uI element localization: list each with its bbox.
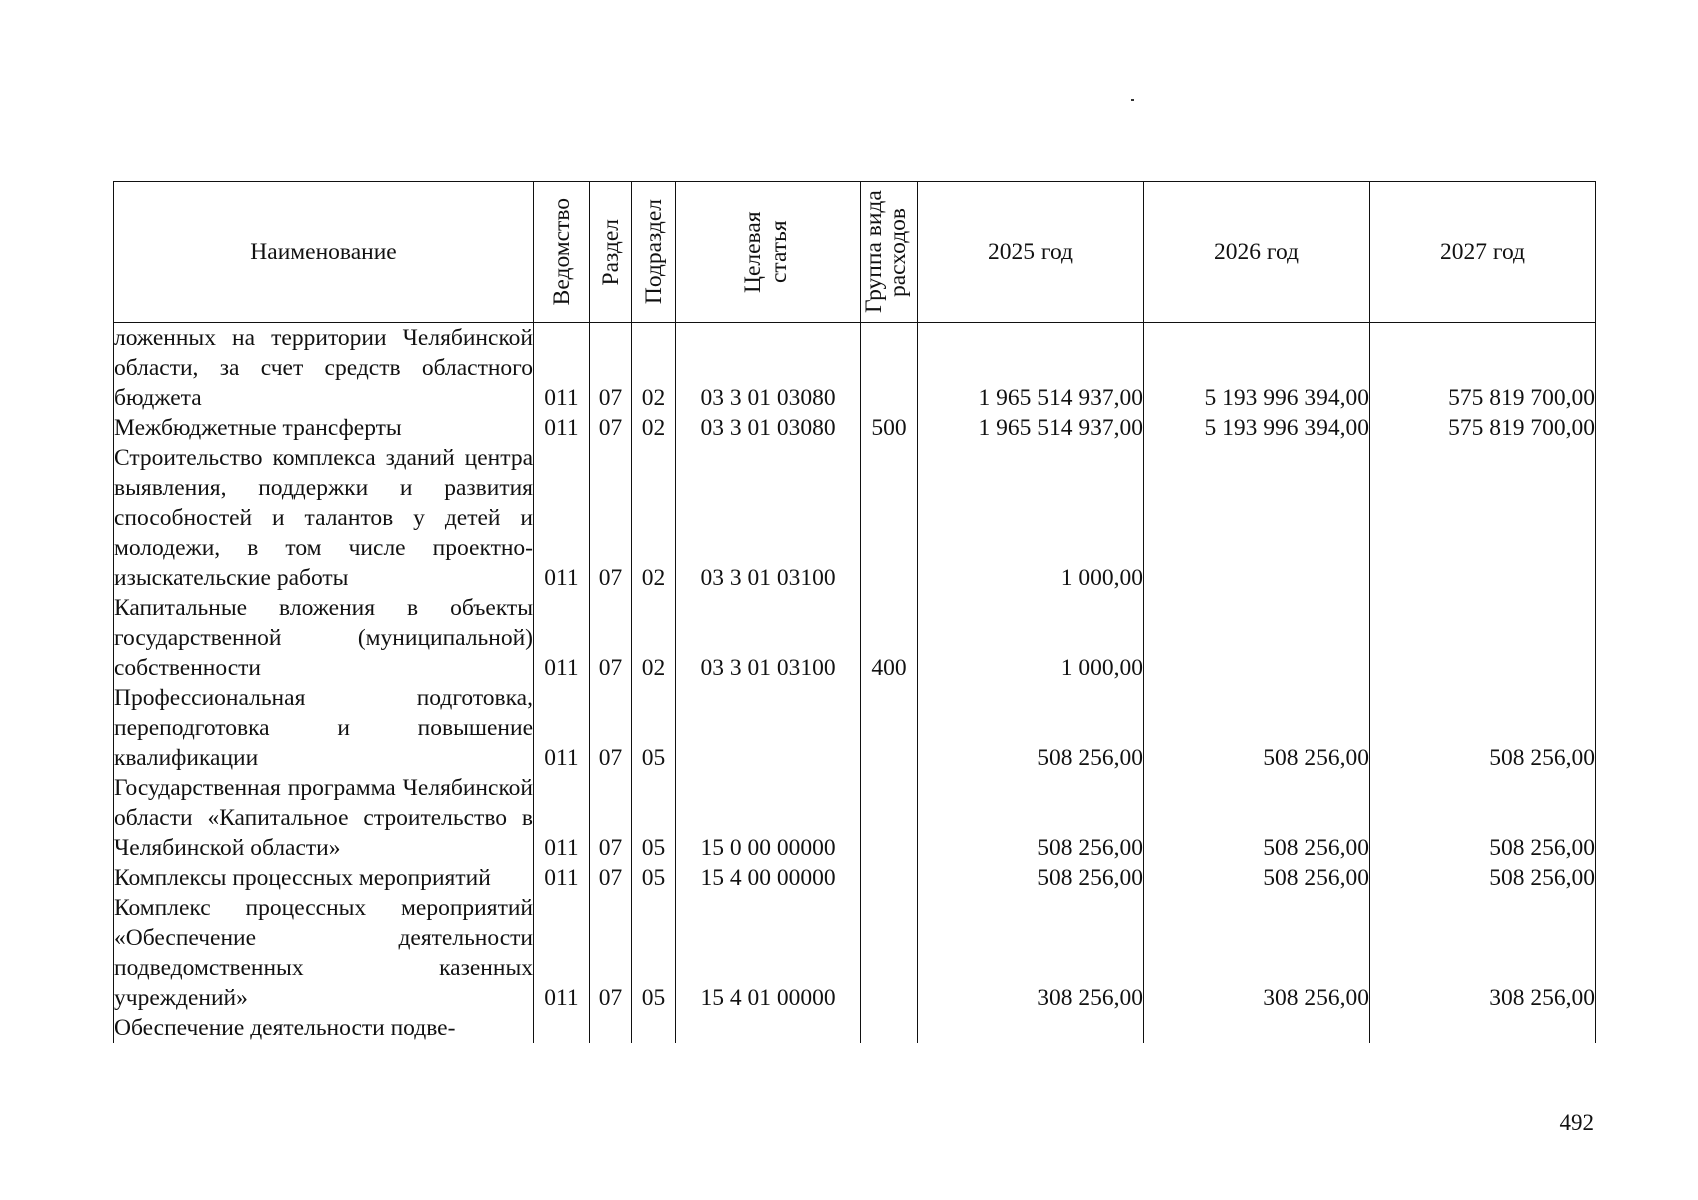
row-podrazdel: 05 — [632, 773, 676, 863]
row-name: Межбюджетные трансферты — [114, 413, 534, 443]
row-ved: 011 — [534, 893, 590, 1013]
budget-table — [113, 181, 1596, 1043]
header-group — [861, 182, 918, 323]
row-ved — [534, 1013, 590, 1043]
row-2027: 508 256,00 — [1370, 863, 1596, 893]
stray-mark — [1131, 99, 1134, 101]
row-target — [676, 683, 861, 773]
row-2027: 508 256,00 — [1370, 683, 1596, 773]
row-group — [861, 323, 918, 414]
row-group — [861, 773, 918, 863]
row-2026 — [1144, 443, 1370, 593]
table-row — [114, 863, 1596, 893]
table-row — [114, 323, 1596, 414]
page-number: 492 — [1559, 1110, 1594, 1135]
header-razdel-label: Раздел — [597, 218, 624, 286]
row-ved: 011 — [534, 683, 590, 773]
row-2025: 508 256,00 — [918, 773, 1144, 863]
row-2027: 508 256,00 — [1370, 773, 1596, 863]
row-2026: 508 256,00 — [1144, 863, 1370, 893]
row-2026: 5 193 996 394,00 — [1144, 323, 1370, 414]
row-target: 15 4 00 00000 — [676, 863, 861, 893]
table-row — [114, 683, 1596, 773]
row-razdel — [590, 1013, 632, 1043]
row-2026: 308 256,00 — [1144, 893, 1370, 1013]
row-name: Государственная программа Челябинской области «Капитальное строительство в Челябинской области» — [114, 775, 533, 861]
row-podrazdel: 02 — [632, 593, 676, 683]
row-2026 — [1144, 1013, 1370, 1043]
header-2026: 2026 год — [1144, 182, 1370, 323]
row-podrazdel: 05 — [632, 863, 676, 893]
row-2026: 5 193 996 394,00 — [1144, 413, 1370, 443]
row-razdel: 07 — [590, 863, 632, 893]
row-razdel: 07 — [590, 683, 632, 773]
row-ved: 011 — [534, 443, 590, 593]
row-2027 — [1370, 593, 1596, 683]
row-razdel: 07 — [590, 593, 632, 683]
header-vedomstvo — [534, 182, 590, 323]
row-name: Профессиональная подготовка, переподготовка и повышение квалификации — [114, 685, 533, 771]
row-razdel: 07 — [590, 443, 632, 593]
row-podrazdel: 05 — [632, 893, 676, 1013]
row-target: 03 3 01 03100 — [676, 593, 861, 683]
table-row — [114, 1013, 1596, 1043]
row-podrazdel: 05 — [632, 683, 676, 773]
header-vedomstvo-label: Ведомство — [548, 198, 575, 306]
row-podrazdel: 02 — [632, 323, 676, 414]
table-header — [114, 182, 1596, 323]
row-2026 — [1144, 593, 1370, 683]
row-podrazdel: 02 — [632, 413, 676, 443]
row-razdel: 07 — [590, 893, 632, 1013]
header-target-label: Целевая статья — [740, 211, 792, 293]
header-2027: 2027 год — [1370, 182, 1596, 323]
row-name: Капитальные вложения в объекты государственной (муниципальной) собственности — [114, 595, 533, 681]
table-row — [114, 413, 1596, 443]
row-podrazdel — [632, 1013, 676, 1043]
header-group-label: Группа вида расходов — [861, 190, 911, 314]
row-group: 400 — [861, 593, 918, 683]
row-2027: 575 819 700,00 — [1370, 323, 1596, 414]
row-name: Комплексы процессных мероприятий — [114, 863, 534, 893]
row-2026: 508 256,00 — [1144, 773, 1370, 863]
header-razdel — [590, 182, 632, 323]
row-group — [861, 863, 918, 893]
table-body — [114, 323, 1596, 1044]
row-ved: 011 — [534, 593, 590, 683]
row-2027: 575 819 700,00 — [1370, 413, 1596, 443]
row-target — [676, 1013, 861, 1043]
row-group — [861, 443, 918, 593]
row-ved: 011 — [534, 863, 590, 893]
row-2027: 308 256,00 — [1370, 893, 1596, 1013]
row-2025: 508 256,00 — [918, 683, 1144, 773]
header-2025: 2025 год — [918, 182, 1144, 323]
row-group: 500 — [861, 413, 918, 443]
row-name: Обеспечение деятельности подве- — [114, 1013, 534, 1043]
row-2025: 508 256,00 — [918, 863, 1144, 893]
row-target: 03 3 01 03080 — [676, 413, 861, 443]
header-target — [676, 182, 861, 323]
row-name: ложенных на территории Челябинской области, за счет средств областного бюджета — [114, 323, 534, 414]
row-razdel: 07 — [590, 413, 632, 443]
row-razdel: 07 — [590, 323, 632, 414]
row-group — [861, 893, 918, 1013]
row-2027 — [1370, 1013, 1596, 1043]
row-ved: 011 — [534, 323, 590, 414]
row-2025: 1 965 514 937,00 — [918, 323, 1144, 414]
row-razdel: 07 — [590, 773, 632, 863]
row-ved: 011 — [534, 773, 590, 863]
row-target: 15 4 01 00000 — [676, 893, 861, 1013]
row-target: 15 0 00 00000 — [676, 773, 861, 863]
row-name: Комплекс процессных мероприятий «Обеспечение деятельности подведомственных казенных учреждений» — [114, 895, 533, 1011]
row-target: 03 3 01 03080 — [676, 323, 861, 414]
row-group — [861, 683, 918, 773]
table-row — [114, 773, 1596, 863]
row-2025: 308 256,00 — [918, 893, 1144, 1013]
row-2025 — [918, 1013, 1144, 1043]
row-2026: 508 256,00 — [1144, 683, 1370, 773]
row-ved: 011 — [534, 413, 590, 443]
row-group — [861, 1013, 918, 1043]
row-podrazdel: 02 — [632, 443, 676, 593]
row-2025: 1 000,00 — [918, 593, 1144, 683]
row-name: Строительство комплекса зданий центра выявления, поддержки и развития способностей и талантов у детей и молодежи, в том числе проектно-изыскательские работы — [114, 445, 533, 591]
row-target: 03 3 01 03100 — [676, 443, 861, 593]
row-2025: 1 000,00 — [918, 443, 1144, 593]
table-row — [114, 593, 1596, 683]
header-podrazdel — [632, 182, 676, 323]
header-name: Наименование — [114, 182, 534, 323]
table-row — [114, 443, 1596, 593]
row-2025: 1 965 514 937,00 — [918, 413, 1144, 443]
row-2027 — [1370, 443, 1596, 593]
table-row — [114, 893, 1596, 1013]
header-podrazdel-label: Подраздел — [640, 199, 667, 305]
